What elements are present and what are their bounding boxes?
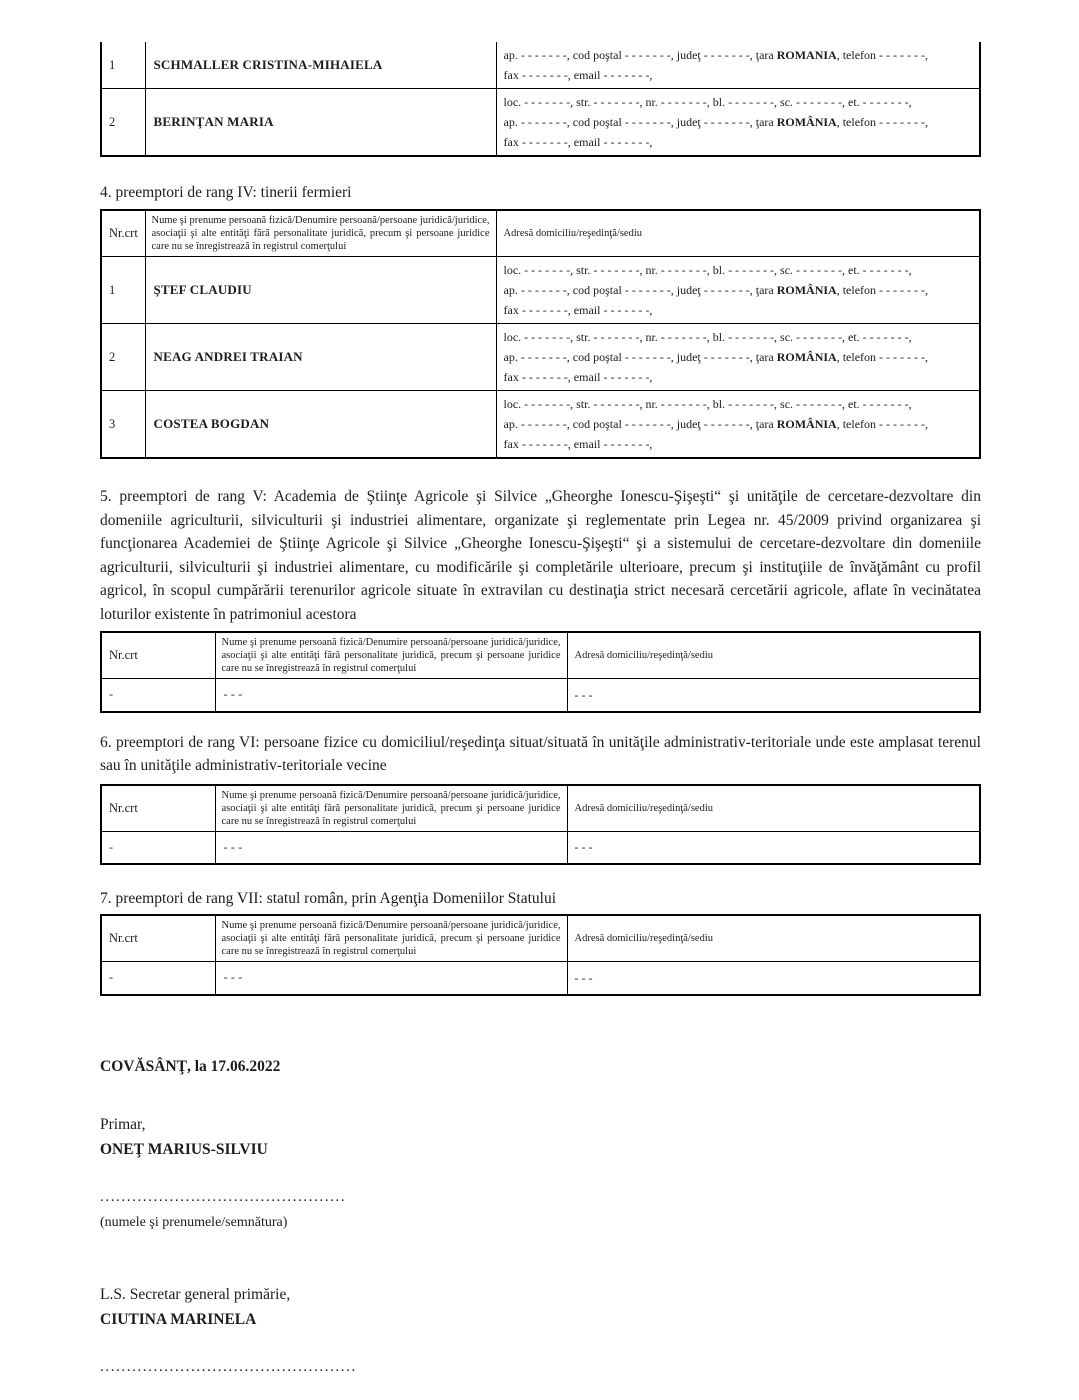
address-segment: , telefon - - - - - - -, xyxy=(836,283,929,297)
name-cell: SCHMALLER CRISTINA-MIHAIELA xyxy=(145,42,496,89)
address-line xyxy=(504,327,975,347)
address-cell xyxy=(496,89,980,157)
address-line xyxy=(504,112,975,132)
section7-title: 7. preemptori de rang VII: statul român, prin Agenţia Domeniilor Statului xyxy=(100,890,557,907)
section5-paragraph: 5. preemptori de rang V: Academia de Ştiinţe Agricole şi Silvice „Gheorghe Ionescu-Şişeşti“ şi unităţile de cercetare-dezvoltare din domeniile agriculturii, silviculturii şi industriei alimentare, organizate şi reglementate prin Legea nr. 45/2009 privind organizarea şi funcţionarea Academiei de Ştiinţe Agricole şi Silvice „Gheorghe Ionescu-Şişeşti“ şi a sistemului de cercetare-dezvoltare din domeniile agriculturii, silviculturii şi industriei alimentare, cu modificările şi completările ulterioare, precum şi instituţiile de învăţământ cu profil agricol, în scopul cumpărării terenurilor agricole situate în extravilan cu destinaţia strict necesară cercetării agricole, aflate în vecinătatea loturilor existente în patrimoniul acestora xyxy=(100,488,981,623)
table-row xyxy=(101,831,980,864)
rank5-table xyxy=(100,631,981,713)
country-name: ROMANIA xyxy=(776,48,837,62)
rank6-table xyxy=(100,784,981,866)
address-segment: ap. - - - - - - -, cod poştal - - - - - - -, judeţ - - - - - - -, ţara xyxy=(503,48,777,62)
address-segment: fax - - - - - - -, email - - - - - - -, xyxy=(503,68,653,82)
address-segment: fax - - - - - - -, email - - - - - - -, xyxy=(503,370,653,384)
place-date: COVĂSÂNŢ, la 17.06.2022 xyxy=(100,1057,281,1075)
row-number-cell: - xyxy=(101,679,215,712)
row-number-cell: 2 xyxy=(101,324,145,391)
address-cell: - - - xyxy=(567,831,980,864)
address-segment: fax - - - - - - -, email - - - - - - -, xyxy=(503,437,653,451)
address-line xyxy=(504,92,975,112)
address-line xyxy=(504,367,975,387)
header-name-cell: Nume şi prenume persoană fizică/Denumire persoană/persoane juridică/juridice, asociaţii şi alte entităţi fără personalitate juridică, precum şi persoane juridice care nu se înregistrează în registrul comerţului xyxy=(145,210,496,257)
address-cell xyxy=(496,391,980,459)
address-cell: - - - xyxy=(567,679,980,712)
address-segment: ap. - - - - - - -, cod poştal - - - - - - -, judeţ - - - - - - -, ţara xyxy=(503,417,777,431)
address-line xyxy=(504,260,975,280)
header-row xyxy=(101,915,980,962)
address-segment: loc. - - - - - - -, str. - - - - - - -, nr. - - - - - - -, bl. - - - - - - -, sc. - - - - - - -, et. - - - - - - -, xyxy=(503,263,912,277)
address-segment: , telefon - - - - - - -, xyxy=(836,48,929,62)
country-name: ROMÂNIA xyxy=(776,283,837,297)
address-line xyxy=(504,45,975,65)
name-cell: ŞTEF CLAUDIU xyxy=(145,257,496,324)
name-cell: COSTEA BOGDAN xyxy=(145,391,496,459)
row-number-cell: 1 xyxy=(101,257,145,324)
country-name: ROMÂNIA xyxy=(776,417,837,431)
country-name: ROMÂNIA xyxy=(776,350,837,364)
header-num-cell: Nr.crt xyxy=(101,210,145,257)
header-row xyxy=(101,632,980,679)
document-content xyxy=(100,0,981,1377)
header-name-cell: Nume şi prenume persoană fizică/Denumire persoană/persoane juridică/juridice, asociaţii şi alte entităţi fără personalitate juridică, precum şi persoane juridice care nu se înregistrează în registrul comerţului xyxy=(215,785,567,832)
table-row xyxy=(101,962,980,995)
address-line xyxy=(504,414,975,434)
header-name-cell: Nume şi prenume persoană fizică/Denumire persoană/persoane juridică/juridice, asociaţii şi alte entităţi fără personalitate juridică, precum şi persoane juridice care nu se înregistrează în registrul comerţului xyxy=(215,915,567,962)
rank7-table xyxy=(100,914,981,996)
secretary-label: L.S. Secretar general primărie, xyxy=(100,1285,291,1303)
address-segment: loc. - - - - - - -, str. - - - - - - -, nr. - - - - - - -, bl. - - - - - - -, sc. - - - - - - -, et. - - - - - - -, xyxy=(503,397,912,411)
address-segment: ap. - - - - - - -, cod poştal - - - - - - -, judeţ - - - - - - -, ţara xyxy=(503,115,777,129)
table-row xyxy=(101,42,980,89)
signature-line: .............................................. xyxy=(100,1188,347,1205)
header-num-cell: Nr.crt xyxy=(101,785,215,832)
secretary-name: CIUTINA MARINELA xyxy=(100,1310,257,1328)
address-cell xyxy=(496,257,980,324)
header-addr-cell: Adresă domiciliu/reşedinţă/sediu xyxy=(496,210,980,257)
header-addr-cell: Adresă domiciliu/reşedinţă/sediu xyxy=(567,915,980,962)
row-number-cell: 3 xyxy=(101,391,145,459)
header-addr-cell: Adresă domiciliu/reşedinţă/sediu xyxy=(567,785,980,832)
address-line xyxy=(504,434,975,454)
header-num-cell: Nr.crt xyxy=(101,915,215,962)
header-row xyxy=(101,785,980,832)
address-line xyxy=(504,65,975,85)
signature-note: (numele şi prenumele/semnătura) xyxy=(100,1214,288,1230)
address-line xyxy=(504,300,975,320)
country-name: ROMÂNIA xyxy=(776,115,837,129)
address-segment: ap. - - - - - - -, cod poştal - - - - - - -, judeţ - - - - - - -, ţara xyxy=(503,283,777,297)
address-segment: , telefon - - - - - - -, xyxy=(836,115,929,129)
table-row xyxy=(101,257,980,324)
mayor-name: ONEŢ MARIUS-SILVIU xyxy=(100,1140,268,1158)
address-cell: - - - xyxy=(567,962,980,995)
table-row xyxy=(101,89,980,157)
rank4-table xyxy=(100,209,981,459)
address-segment: fax - - - - - - -, email - - - - - - -, xyxy=(503,135,653,149)
row-number-cell: 1 xyxy=(101,42,145,89)
header-name-cell: Nume şi prenume persoană fizică/Denumire persoană/persoane juridică/juridice, asociaţii şi alte entităţi fără personalitate juridică, precum şi persoane juridice care nu se înregistrează în registrul comerţului xyxy=(215,632,567,679)
address-cell xyxy=(496,42,980,89)
address-line xyxy=(504,394,975,414)
address-cell xyxy=(496,324,980,391)
address-line xyxy=(504,347,975,367)
name-cell: - - - xyxy=(215,962,567,995)
name-cell: - - - xyxy=(215,679,567,712)
address-segment: fax - - - - - - -, email - - - - - - -, xyxy=(503,303,653,317)
section6-paragraph: 6. preemptori de rang VI: persoane fizice cu domiciliul/reşedinţa situat/situată în unităţile administrativ-teritoriale unde este amplasat terenul sau în unităţile administrativ-teritoriale vecine xyxy=(100,733,981,774)
name-cell: - - - xyxy=(215,831,567,864)
table-row xyxy=(101,679,980,712)
name-cell: NEAG ANDREI TRAIAN xyxy=(145,324,496,391)
row-number-cell: - xyxy=(101,962,215,995)
top-table xyxy=(100,42,981,157)
row-number-cell: - xyxy=(101,831,215,864)
mayor-label: Primar, xyxy=(100,1115,146,1133)
name-cell: BERINŢAN MARIA xyxy=(145,89,496,157)
address-line xyxy=(504,280,975,300)
header-num-cell: Nr.crt xyxy=(101,632,215,679)
header-addr-cell: Adresă domiciliu/reşedinţă/sediu xyxy=(567,632,980,679)
header-row xyxy=(101,210,980,257)
address-segment: ap. - - - - - - -, cod poştal - - - - - - -, judeţ - - - - - - -, ţara xyxy=(503,350,777,364)
table-row xyxy=(101,391,980,459)
address-segment: , telefon - - - - - - -, xyxy=(836,350,929,364)
table-row xyxy=(101,324,980,391)
address-line xyxy=(504,132,975,152)
address-segment: , telefon - - - - - - -, xyxy=(836,417,929,431)
address-segment: loc. - - - - - - -, str. - - - - - - -, nr. - - - - - - -, bl. - - - - - - -, sc. - - - - - - -, et. - - - - - - -, xyxy=(503,95,912,109)
section4-title: 4. preemptori de rang IV: tinerii fermieri xyxy=(100,184,352,201)
row-number-cell: 2 xyxy=(101,89,145,157)
address-segment: loc. - - - - - - -, str. - - - - - - -, nr. - - - - - - -, bl. - - - - - - -, sc. - - - - - - -, et. - - - - - - -, xyxy=(503,330,912,344)
signature-line-2: ................................................ xyxy=(100,1358,357,1375)
